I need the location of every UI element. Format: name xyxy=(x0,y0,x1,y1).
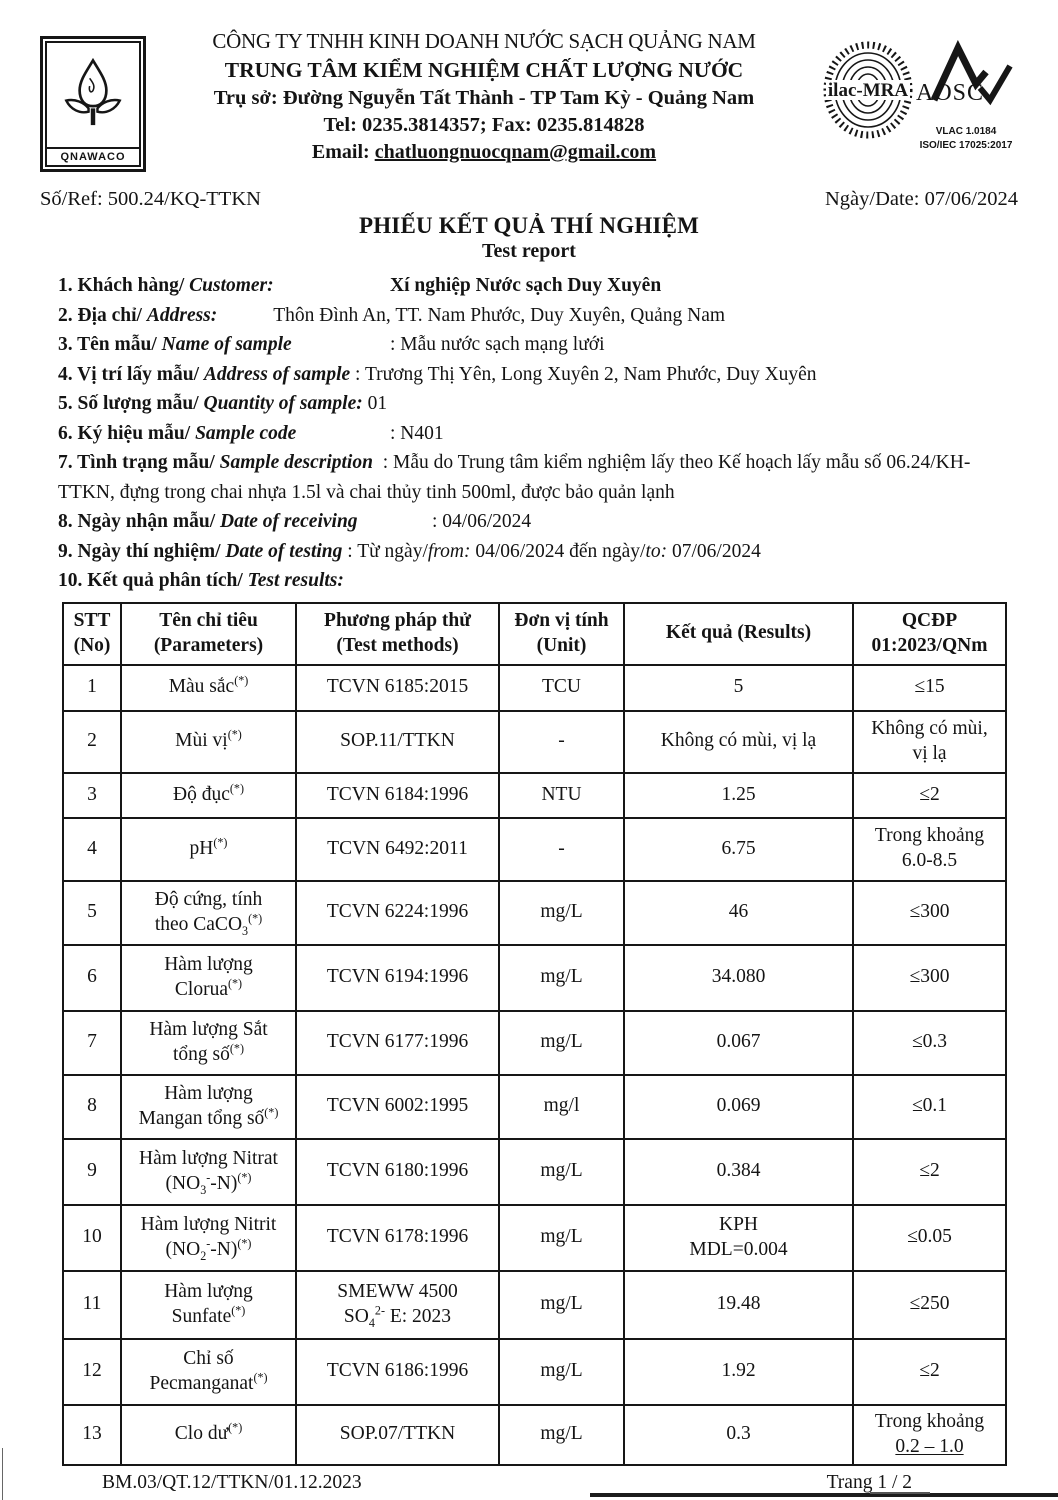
scan-artifact xyxy=(870,1492,930,1494)
info-label-vi: 3. Tên mẫu/ xyxy=(58,334,157,355)
cell-parameter: pH(*) xyxy=(121,818,296,881)
head-address: Trụ sở: Đường Nguyễn Tất Thành - TP Tam Kỳ - Quảng Nam xyxy=(213,86,755,109)
info-item-sample-address xyxy=(58,360,1018,390)
info-label-vi: 4. Vị trí lấy mẫu/ xyxy=(58,363,200,385)
email-label: Email: xyxy=(311,141,370,164)
cell-result: 0.067 xyxy=(624,1011,853,1075)
column-header-4: Kết quả (Results) xyxy=(624,603,853,665)
cell-method: TCVN 6185:2015 xyxy=(296,665,499,711)
info-label-vi: 10. Kết quả phân tích/ xyxy=(58,570,243,591)
aosc-wordmark: AOSC xyxy=(916,80,985,106)
table-row xyxy=(63,1271,1006,1339)
cell-unit: mg/L xyxy=(499,945,624,1011)
cell-no: 13 xyxy=(63,1405,121,1465)
svg-text:ilac-MRA: ilac-MRA xyxy=(827,80,909,101)
cell-unit: - xyxy=(499,818,624,881)
info-label-en: Customer: xyxy=(189,275,274,296)
cell-parameter: Mùi vị(*) xyxy=(121,711,296,773)
info-label-vi: 7. Tình trạng mẫu/ xyxy=(58,452,215,473)
cell-parameter: Độ cứng, tính theo CaCO$_3$(*) xyxy=(121,881,296,945)
table-row xyxy=(63,711,1006,773)
table-row xyxy=(63,1205,1006,1271)
accreditation-logos xyxy=(822,40,1018,152)
company-name: CÔNG TY TNHH KINH DOANH NƯỚC SẠCH QUẢNG NAM xyxy=(212,29,756,53)
cell-result: 1.92 xyxy=(624,1339,853,1405)
info-label-en: Test results: xyxy=(247,570,344,591)
scan-artifact xyxy=(2,1448,3,1500)
cell-method: TCVN 6178:1996 xyxy=(296,1205,499,1271)
cell-unit: mg/L xyxy=(499,1405,624,1465)
table-row xyxy=(63,665,1006,711)
cell-parameter: Độ đục(*) xyxy=(121,773,296,818)
cell-no: 2 xyxy=(63,711,121,773)
cell-parameter: Hàm lượng Nitrit $(NO_2^--N)^{(*)}$ xyxy=(121,1205,296,1271)
cell-method: TCVN 6184:1996 xyxy=(296,773,499,818)
cell-parameter: Hàm lượng Mangan tổng số(*) xyxy=(121,1075,296,1139)
cell-method: TCVN 6177:1996 xyxy=(296,1011,499,1075)
cell-no: 6 xyxy=(63,945,121,1011)
cell-limit: Không có mùi, vị lạ xyxy=(853,711,1006,773)
cell-no: 1 xyxy=(63,665,121,711)
info-label-en: Name of sample xyxy=(161,334,292,355)
table-row xyxy=(63,1011,1006,1075)
cell-limit: ≤15 xyxy=(853,665,1006,711)
column-header-2: Phương pháp thử (Test methods) xyxy=(296,603,499,665)
info-label-en: Date of testing xyxy=(225,540,343,562)
cell-unit: mg/L xyxy=(499,1271,624,1339)
cell-result: 6.75 xyxy=(624,818,853,881)
table-row xyxy=(63,881,1006,945)
info-item-address xyxy=(58,301,1018,331)
letterhead-text xyxy=(146,26,822,166)
cell-result: 0.3 xyxy=(624,1405,853,1465)
info-label-vi: 2. Địa chỉ/ xyxy=(58,304,142,326)
column-header-1: Tên chỉ tiêu (Parameters) xyxy=(121,603,296,665)
table-row xyxy=(63,1139,1006,1205)
description-value: : Mẫu do Trung tâm kiểm nghiệm lấy theo Kế hoạch lấy mẫu số 06.24/KH-TTKN, đựng trong chai nhựa 1.5l và chai thủy tinh 500ml, được bảo quản lạnh xyxy=(58,452,971,503)
info-item-receiving-date xyxy=(58,507,1018,537)
scan-artifact xyxy=(590,1493,1058,1497)
cell-unit: NTU xyxy=(499,773,624,818)
info-label-en: Date of receiving xyxy=(220,511,358,532)
cell-unit: mg/L xyxy=(499,1339,624,1405)
column-header-3: Đơn vị tính (Unit) xyxy=(499,603,624,665)
report-title: PHIẾU KẾT QUẢ THÍ NGHIỆM xyxy=(358,213,700,238)
cell-no: 10 xyxy=(63,1205,121,1271)
cell-limit: ≤0.05 xyxy=(853,1205,1006,1271)
cell-method: TCVN 6186:1996 xyxy=(296,1339,499,1405)
column-header-5: QCĐP 01:2023/QNm xyxy=(853,603,1006,665)
info-label-vi: 5. Số lượng mẫu/ xyxy=(58,393,199,414)
cell-method: TCVN 6224:1996 xyxy=(296,881,499,945)
cell-result: 0.069 xyxy=(624,1075,853,1139)
cell-unit: - xyxy=(499,711,624,773)
results-table xyxy=(62,602,1007,1466)
head-email-line xyxy=(148,139,820,166)
cell-no: 12 xyxy=(63,1339,121,1405)
info-item-sample-code xyxy=(58,419,1018,449)
cell-result: 0.384 xyxy=(624,1139,853,1205)
qnawaco-logo xyxy=(40,36,146,172)
cell-result: Không có mùi, vị lạ xyxy=(624,711,853,773)
info-label-en: Address: xyxy=(146,304,218,326)
info-label-en: Quantity of sample: xyxy=(203,393,363,414)
aosc-vlac-number: VLAC 1.0184 xyxy=(935,126,997,137)
column-header-0: STT (No) xyxy=(63,603,121,665)
ref-date-row xyxy=(40,188,1018,211)
info-item-customer xyxy=(58,271,1018,301)
cell-method: SMEWW 4500 $SO_4^{2-}$ E: 2023 xyxy=(296,1271,499,1339)
quantity-value: 01 xyxy=(367,393,388,414)
cell-parameter: Chỉ số Pecmanganat(*) xyxy=(121,1339,296,1405)
cell-result: 1.25 xyxy=(624,773,853,818)
sample-name-value: : Mẫu nước sạch mạng lưới xyxy=(390,334,605,355)
table-row xyxy=(63,1075,1006,1139)
aosc-logo xyxy=(916,40,1016,152)
cell-no: 9 xyxy=(63,1139,121,1205)
info-label-vi: 6. Ký hiệu mẫu/ xyxy=(58,422,191,444)
cell-method: SOP.11/TTKN xyxy=(296,711,499,773)
cell-method: TCVN 6194:1996 xyxy=(296,945,499,1011)
info-item-testing-date xyxy=(58,537,1018,567)
sample-info xyxy=(58,271,1018,596)
cell-limit: ≤0.3 xyxy=(853,1011,1006,1075)
page-number: Trang 1 / 2 xyxy=(826,1471,912,1493)
info-label-vi: 8. Ngày nhận mẫu/ xyxy=(58,511,216,532)
cell-limit: ≤250 xyxy=(853,1271,1006,1339)
info-item-results-heading xyxy=(58,566,1018,596)
cell-no: 7 xyxy=(63,1011,121,1075)
cell-method: SOP.07/TTKN xyxy=(296,1405,499,1465)
cell-result: 19.48 xyxy=(624,1271,853,1339)
ilac-mra-seal-icon xyxy=(822,40,916,145)
cell-method: TCVN 6180:1996 xyxy=(296,1139,499,1205)
info-label-vi: 1. Khách hàng/ xyxy=(58,275,185,296)
cell-parameter: Clo dư(*) xyxy=(121,1405,296,1465)
cell-no: 11 xyxy=(63,1271,121,1339)
info-item-quantity xyxy=(58,389,1018,419)
cell-limit: Trong khoảng 0.2 – 1.0 xyxy=(853,1405,1006,1465)
cell-parameter: Hàm lượng Clorua(*) xyxy=(121,945,296,1011)
page-footer xyxy=(102,1472,912,1494)
results-table-body xyxy=(63,665,1006,1465)
cell-no: 8 xyxy=(63,1075,121,1139)
info-label-en: Sample code xyxy=(195,422,297,444)
letterhead xyxy=(40,26,1018,172)
cell-parameter: Hàm lượng Sắt tổng số(*) xyxy=(121,1011,296,1075)
cell-result: 5 xyxy=(624,665,853,711)
address-value: Thôn Đình An, TT. Nam Phước, Duy Xuyên, Quảng Nam xyxy=(273,304,726,326)
info-label-en: Sample description xyxy=(219,452,373,473)
cell-unit: mg/L xyxy=(499,1205,624,1271)
cell-limit: ≤2 xyxy=(853,1139,1006,1205)
cell-result: 34.080 xyxy=(624,945,853,1011)
aosc-iso-standard: ISO/IEC 17025:2017 xyxy=(919,139,1013,151)
table-row xyxy=(63,1339,1006,1405)
cell-limit: ≤300 xyxy=(853,945,1006,1011)
cell-unit: mg/L xyxy=(499,1011,624,1075)
cell-unit: mg/L xyxy=(499,881,624,945)
sample-code-value: : N401 xyxy=(390,422,444,444)
ref-number: Số/Ref: 500.24/KQ-TTKN xyxy=(40,188,261,210)
cell-no: 3 xyxy=(63,773,121,818)
cell-parameter: Hàm lượng Sunfate(*) xyxy=(121,1271,296,1339)
info-label-en: Address of sample xyxy=(203,363,351,385)
receiving-date-value: : 04/06/2024 xyxy=(432,511,532,532)
table-row xyxy=(63,945,1006,1011)
table-row xyxy=(63,773,1006,818)
form-code: BM.03/QT.12/TTKN/01.12.2023 xyxy=(102,1471,362,1493)
cell-limit: ≤300 xyxy=(853,881,1006,945)
sample-address-value: : Trương Thị Yên, Long Xuyên 2, Nam Phước, Duy Xuyên xyxy=(355,363,817,385)
customer-value: Xí nghiệp Nước sạch Duy Xuyên xyxy=(390,275,662,296)
testing-date-value: : Từ ngày/from: 04/06/2024 đến ngày/to: 07/06/2024 xyxy=(347,540,761,562)
cell-limit: ≤2 xyxy=(853,773,1006,818)
cell-limit: ≤2 xyxy=(853,1339,1006,1405)
center-name: TRUNG TÂM KIỂM NGHIỆM CHẤT LƯỢNG NƯỚC xyxy=(224,57,744,82)
email-link[interactable]: chatluongnuocqnam@gmail.com xyxy=(374,141,657,164)
info-item-description xyxy=(58,448,1018,507)
cell-limit: Trong khoảng 6.0-8.5 xyxy=(853,818,1006,881)
cell-result: KPH MDL=0.004 xyxy=(624,1205,853,1271)
table-row xyxy=(63,818,1006,881)
cell-parameter: Màu sắc(*) xyxy=(121,665,296,711)
cell-method: TCVN 6002:1995 xyxy=(296,1075,499,1139)
head-telfax: Tel: 0235.3814357; Fax: 0235.814828 xyxy=(323,113,645,136)
cell-parameter: Hàm lượng Nitrat $(NO_3^--N)^{(*)}$ xyxy=(121,1139,296,1205)
water-drop-hands-icon xyxy=(47,43,139,147)
cell-no: 5 xyxy=(63,881,121,945)
cell-unit: mg/L xyxy=(499,1139,624,1205)
cell-result: 46 xyxy=(624,881,853,945)
table-row xyxy=(63,1405,1006,1465)
cell-unit: TCU xyxy=(499,665,624,711)
info-label-vi: 9. Ngày thí nghiệm/ xyxy=(58,540,221,562)
info-item-sample-name xyxy=(58,330,1018,360)
cell-limit: ≤0.1 xyxy=(853,1075,1006,1139)
qnawaco-logo-label: QNAWACO xyxy=(47,147,139,165)
cell-no: 4 xyxy=(63,818,121,881)
issue-date: Ngày/Date: 07/06/2024 xyxy=(824,188,1018,210)
cell-unit: mg/l xyxy=(499,1075,624,1139)
cell-method: TCVN 6492:2011 xyxy=(296,818,499,881)
report-subtitle: Test report xyxy=(482,240,576,262)
table-header-row xyxy=(63,603,1006,665)
